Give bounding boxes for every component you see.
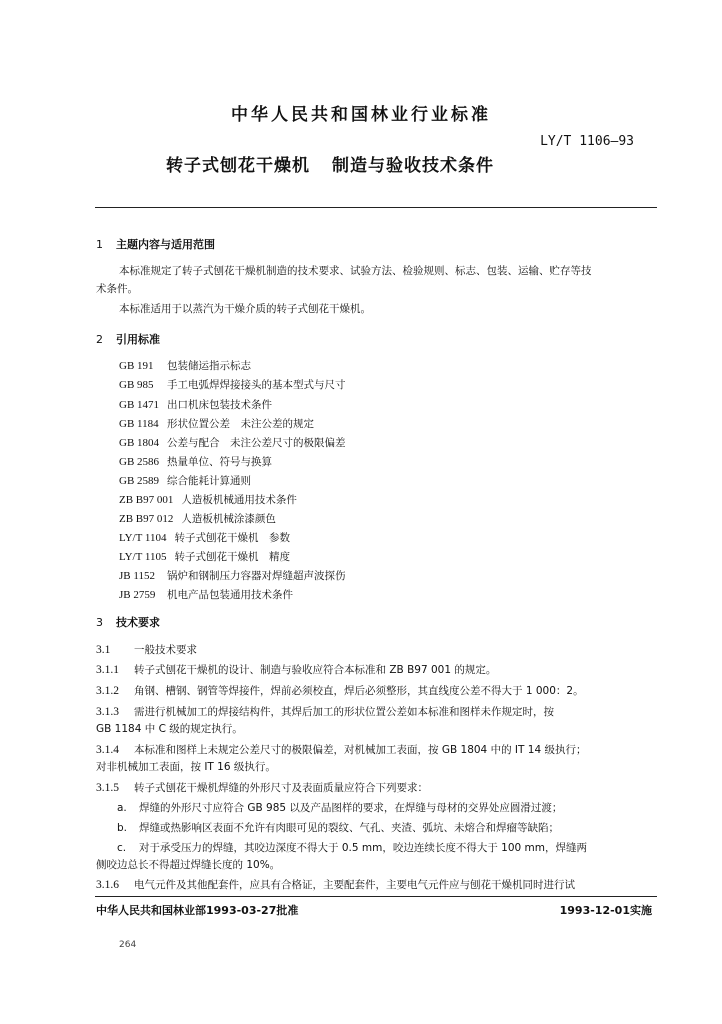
clause-3-1-3 xyxy=(96,703,554,721)
clause-text: 电气元件及其他配套件，应具有合格证，主要配套件，主要电气元件应与刨花干燥机同时进行试 xyxy=(134,879,575,891)
clause-text: 本标准和图样上未规定公差尺寸的极限偏差，对机械加工表面，按 GB 1804 中的 IT 14 级执行； xyxy=(134,744,587,756)
section-number: 2 xyxy=(96,333,103,346)
reference-title: 包装储运指示标志 xyxy=(167,360,251,372)
item-text: 焊缝或热影响区表面不允许有肉眼可见的裂纹、气孔、夹渣、弧坑、未熔合和焊瘤等缺陷； xyxy=(139,822,559,834)
reference-item xyxy=(119,377,346,392)
clause-3-1-4-continued: 对非机械加工表面，按 IT 16 级执行。 xyxy=(96,761,276,773)
reference-title: 出口机床包装技术条件 xyxy=(167,399,273,411)
approval-date: 中华人民共和国林业部1993-03-27批准 xyxy=(96,904,299,917)
reference-title: 机电产品包装通用技术条件 xyxy=(167,589,293,601)
item-text: 对于承受压力的焊缝，其咬边深度不得大于 0.5 mm，咬边连续长度不得大于 100 mm，焊缝两 xyxy=(139,842,588,854)
clause-text: 转子式刨花干燥机的设计、制造与验收应符合本标准和 ZB B97 001 的规定。 xyxy=(134,664,497,676)
clause-text: 转子式刨花干燥机焊缝的外形尺寸及表面质量应符合下列要求： xyxy=(134,782,428,794)
clause-3-1-5 xyxy=(96,779,428,797)
clause-number: 3.1 xyxy=(96,644,111,656)
standard-category-title: 中华人民共和国林业行业标准 xyxy=(231,105,491,125)
reference-item xyxy=(119,587,293,602)
clause-3-1-6 xyxy=(96,876,575,894)
clause-number: 3.1.2 xyxy=(96,685,119,697)
reference-item xyxy=(119,511,276,526)
section-number: 3 xyxy=(96,616,103,629)
effective-date: 1993-12-01实施 xyxy=(559,904,652,917)
reference-title: 转子式刨花干燥机 参数 xyxy=(174,532,290,544)
page-number: 264 xyxy=(119,940,137,950)
reference-code: GB 2589 xyxy=(119,475,160,487)
reference-item xyxy=(119,530,290,545)
clause-item-b xyxy=(117,819,559,837)
reference-title: 人造板机械通用技术条件 xyxy=(181,494,297,506)
reference-code: JB 1152 xyxy=(119,570,155,582)
section-number: 1 xyxy=(96,238,103,251)
reference-title: 综合能耗计算通则 xyxy=(167,475,252,487)
reference-code: LY/T 1104 xyxy=(119,532,167,544)
item-label: a. xyxy=(117,802,127,814)
reference-code: LY/T 1105 xyxy=(119,551,167,563)
section-1-para-2: 本标准适用于以蒸汽为干燥介质的转子式刨花干燥机。 xyxy=(119,303,371,315)
clause-3-1-3-continued: GB 1184 中 C 级的规定执行。 xyxy=(96,723,243,735)
section-1-para-1-line-2: 术条件。 xyxy=(96,283,138,295)
reference-item xyxy=(119,568,346,583)
section-2-heading xyxy=(96,331,160,347)
clause-3-1-4 xyxy=(96,741,586,759)
clause-text: 需进行机械加工的焊接结构件，其焊后加工的形状位置公差如本标准和图样未作规定时，按 xyxy=(134,706,554,718)
section-title: 技术要求 xyxy=(116,616,160,629)
reference-code: JB 2759 xyxy=(119,589,156,601)
clause-number: 3.1.6 xyxy=(96,879,119,891)
item-text: 焊缝的外形尺寸应符合 GB 985 以及产品图样的要求，在焊缝与母材的交界处应圆滑过渡； xyxy=(139,802,563,814)
clause-item-c xyxy=(117,839,587,857)
reference-item xyxy=(119,397,272,412)
reference-item xyxy=(119,435,346,450)
section-title: 引用标准 xyxy=(116,333,160,346)
reference-title: 人造板机械涂漆颜色 xyxy=(181,513,276,525)
section-3-heading xyxy=(96,614,160,630)
reference-item xyxy=(119,416,314,431)
document-title-sub: 制造与验收技术条件 xyxy=(332,156,494,176)
clause-number: 3.1.5 xyxy=(96,782,119,794)
reference-code: GB 1471 xyxy=(119,399,160,411)
reference-item xyxy=(119,454,272,469)
reference-title: 形状位置公差 未注公差的规定 xyxy=(167,418,314,430)
reference-title: 手工电弧焊焊接接头的基本型式与尺寸 xyxy=(167,379,346,391)
document-title-main: 转子式刨花干燥机 xyxy=(166,156,310,176)
clause-3-1-2 xyxy=(96,682,584,700)
reference-code: GB 1804 xyxy=(119,437,160,449)
section-1-para-1-line-1: 本标准规定了转子式刨花干燥机制造的技术要求、试验方法、检验规则、标志、包装、运输、贮存等技 xyxy=(119,265,592,277)
reference-code: GB 2586 xyxy=(119,456,160,468)
reference-code: GB 985 xyxy=(119,379,154,391)
footer-divider xyxy=(95,896,657,897)
reference-code: GB 191 xyxy=(119,360,154,372)
standard-code: LY/T 1106—93 xyxy=(540,134,634,149)
clause-text: 角钢、槽钢、钢管等焊接件，焊前必须校直，焊后必须整形，其直线度公差不得大于 1 000：2。 xyxy=(134,685,584,697)
document-title xyxy=(0,151,660,176)
clause-number: 3.1.4 xyxy=(96,744,119,756)
clause-text: 一般技术要求 xyxy=(134,644,197,656)
reference-code: ZB B97 001 xyxy=(119,494,174,506)
item-label: b. xyxy=(117,822,128,834)
item-label: c. xyxy=(117,842,127,854)
reference-code: GB 1184 xyxy=(119,418,159,430)
section-title: 主题内容与适用范围 xyxy=(116,238,215,251)
reference-item xyxy=(119,549,290,564)
clause-number: 3.1.3 xyxy=(96,706,119,718)
section-1-heading xyxy=(96,236,215,252)
reference-item xyxy=(119,492,297,507)
reference-title: 锅炉和钢制压力容器对焊缝超声波探伤 xyxy=(167,570,346,582)
reference-title: 热量单位、符号与换算 xyxy=(167,456,273,468)
clause-item-c-continued: 侧咬边总长不得超过焊缝长度的 10%。 xyxy=(96,859,281,871)
reference-code: ZB B97 012 xyxy=(119,513,174,525)
reference-title: 公差与配合 未注公差尺寸的极限偏差 xyxy=(167,437,346,449)
reference-title: 转子式刨花干燥机 精度 xyxy=(174,551,290,563)
clause-number: 3.1.1 xyxy=(96,664,119,676)
header-divider xyxy=(95,207,657,208)
clause-3-1 xyxy=(96,641,197,659)
clause-3-1-1 xyxy=(96,661,496,679)
reference-item xyxy=(119,473,251,488)
reference-item xyxy=(119,358,251,373)
clause-item-a xyxy=(117,799,562,817)
